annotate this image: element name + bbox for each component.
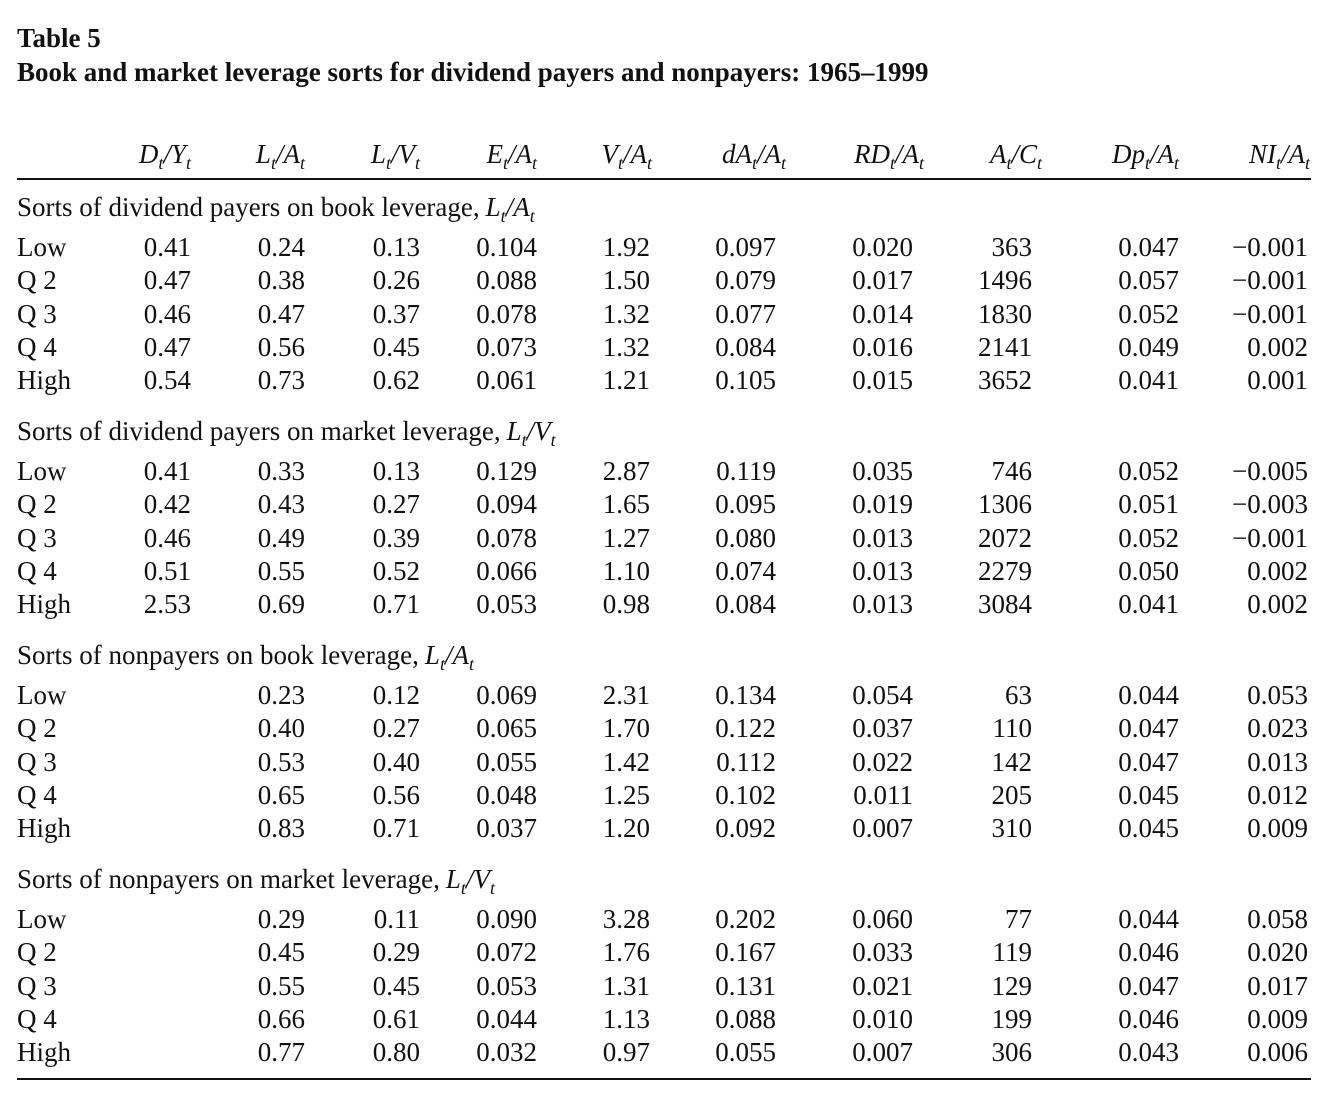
table-row [0, 746, 1329, 779]
table-cell: 0.98 [602, 589, 650, 620]
table-cell: 0.71 [372, 813, 420, 844]
table-cell: 0.055 [715, 1037, 776, 1068]
table-cell: 0.037 [852, 713, 913, 744]
table-cell: 119 [992, 937, 1032, 968]
table-cell: 2141 [978, 331, 1032, 362]
table-cell: 0.002 [1247, 589, 1308, 620]
table-cell: 0.046 [1118, 1003, 1179, 1034]
table-cell: 0.129 [476, 456, 537, 486]
table-cell: 0.65 [257, 779, 305, 810]
column-header: $RD_t/A_t$ [853, 139, 924, 173]
table-cell: 0.39 [372, 522, 420, 553]
row-label: Low [17, 232, 67, 262]
table-cell: 1.65 [602, 489, 650, 520]
table-cell: −0.001 [1232, 232, 1308, 262]
table-cell: 0.080 [715, 522, 776, 553]
table-cell: 1.32 [602, 331, 650, 362]
table-cell: 0.045 [1118, 813, 1179, 844]
table-cell: 0.052 [1118, 456, 1179, 486]
row-label: Q 4 [17, 331, 57, 362]
table-cell: 0.47 [143, 265, 191, 296]
table-cell: 0.49 [257, 522, 305, 553]
table-cell: 1.70 [602, 713, 650, 744]
column-header: $A_t/C_t$ [989, 139, 1042, 173]
table-cell: 0.009 [1247, 813, 1308, 844]
table-cell: 0.83 [257, 813, 305, 844]
table-cell: 0.80 [372, 1037, 420, 1068]
table-cell: 0.69 [257, 589, 305, 620]
table-cell: 0.29 [257, 904, 305, 934]
table-cell: 0.053 [1247, 680, 1308, 710]
table-cell: 0.078 [476, 298, 537, 329]
table-cell: 0.46 [143, 298, 191, 329]
table-cell: 0.095 [715, 489, 776, 520]
table-cell: 0.069 [476, 680, 537, 710]
table-cell: 1.21 [602, 365, 650, 396]
table-cell: 0.041 [1118, 365, 1179, 396]
table-cell: 2279 [978, 555, 1032, 586]
table-cell: 0.078 [476, 522, 537, 553]
section-title: Sorts of nonpayers on book leverage, $L_t/A_t$ [17, 640, 474, 674]
table-row [0, 264, 1329, 297]
table-cell: 1.31 [602, 970, 650, 1001]
table-cell: 0.42 [143, 489, 191, 520]
row-label: Q 4 [17, 1003, 57, 1034]
table-cell: 1.10 [602, 555, 650, 586]
table-cell: 1306 [978, 489, 1032, 520]
table-row [0, 679, 1329, 712]
table-cell: 0.009 [1247, 1003, 1308, 1034]
table-row [0, 555, 1329, 588]
table-cell: 0.47 [257, 298, 305, 329]
table-cell: 0.047 [1118, 746, 1179, 777]
row-label: Q 3 [17, 970, 57, 1001]
table-cell: 0.105 [715, 365, 776, 396]
table-cell: 0.010 [852, 1003, 913, 1034]
table-cell: 0.45 [257, 937, 305, 968]
table-cell: 0.66 [257, 1003, 305, 1034]
section-title: Sorts of dividend payers on market leverage, $L_t/V_t$ [17, 416, 556, 450]
table-cell: 0.041 [1118, 589, 1179, 620]
table-cell: 2.31 [602, 680, 650, 710]
row-label: High [17, 813, 71, 844]
table-row [0, 364, 1329, 397]
table-cell: 0.074 [715, 555, 776, 586]
table-cell: 0.047 [1118, 970, 1179, 1001]
row-label: Q 4 [17, 779, 57, 810]
table-cell: 0.27 [372, 489, 420, 520]
table-row [0, 1036, 1329, 1069]
table-cell: 0.24 [257, 232, 305, 262]
table-cell: 2.53 [143, 589, 191, 620]
table-cell: 0.97 [602, 1037, 650, 1068]
table-cell: 0.053 [476, 589, 537, 620]
table-cell: 1.50 [602, 265, 650, 296]
table-cell: 0.084 [715, 589, 776, 620]
table-cell: 0.047 [1118, 713, 1179, 744]
table-row [0, 298, 1329, 331]
table-row [0, 522, 1329, 555]
table-cell: 0.002 [1247, 331, 1308, 362]
table-cell: 2.87 [602, 456, 650, 486]
table-cell: 0.092 [715, 813, 776, 844]
table-cell: 0.001 [1247, 365, 1308, 396]
table-cell: 0.043 [1118, 1037, 1179, 1068]
table-cell: 0.007 [852, 1037, 913, 1068]
table-cell: 0.12 [372, 680, 420, 710]
table-cell: 0.54 [143, 365, 191, 396]
table-cell: 0.37 [372, 298, 420, 329]
table-cell: 0.51 [143, 555, 191, 586]
table-cell: 0.13 [372, 456, 420, 486]
table-cell: 0.050 [1118, 555, 1179, 586]
table-cell: 0.56 [257, 331, 305, 362]
table-cell: 0.122 [715, 713, 776, 744]
table-cell: 0.057 [1118, 265, 1179, 296]
row-label: High [17, 589, 71, 620]
table-cell: 142 [991, 746, 1032, 777]
table-cell: 746 [991, 456, 1032, 486]
table-cell: 0.61 [372, 1003, 420, 1034]
table-cell: 1.27 [602, 522, 650, 553]
row-label: Q 3 [17, 298, 57, 329]
table-cell: 63 [1005, 680, 1032, 710]
table-cell: 0.017 [1247, 970, 1308, 1001]
table-cell: 0.020 [852, 232, 913, 262]
table-row [0, 455, 1329, 488]
table-cell: 0.73 [257, 365, 305, 396]
column-header: $L_t/V_t$ [370, 139, 420, 173]
table-cell: 0.073 [476, 331, 537, 362]
table-cell: 0.084 [715, 331, 776, 362]
section-title: Sorts of dividend payers on book leverage, $L_t/A_t$ [17, 192, 535, 226]
table-row [0, 779, 1329, 812]
table-cell: 0.048 [476, 779, 537, 810]
table-cell: 0.119 [716, 456, 776, 486]
table-cell: 0.066 [476, 555, 537, 586]
table-cell: 0.013 [852, 522, 913, 553]
table-row [0, 812, 1329, 845]
table-cell: 0.131 [715, 970, 776, 1001]
table-cell: 0.016 [852, 331, 913, 362]
table-cell: 310 [991, 813, 1032, 844]
bottom-rule [17, 1078, 1311, 1080]
table-cell: 0.058 [1247, 904, 1308, 934]
table-cell: 0.017 [852, 265, 913, 296]
top-rule [17, 178, 1311, 180]
table-cell: 0.090 [476, 904, 537, 934]
table-cell: 0.033 [852, 937, 913, 968]
table-cell: 0.060 [852, 904, 913, 934]
table-cell: 0.021 [852, 970, 913, 1001]
row-label: Q 2 [17, 713, 57, 744]
column-header: $L_t/A_t$ [255, 139, 305, 173]
table-cell: 0.037 [476, 813, 537, 844]
table-cell: 77 [1005, 904, 1032, 934]
table-cell: 0.007 [852, 813, 913, 844]
table-cell: 0.072 [476, 937, 537, 968]
table-cell: 1.20 [602, 813, 650, 844]
table-cell: 0.088 [476, 265, 537, 296]
table-cell: 0.134 [715, 680, 776, 710]
table-cell: 0.011 [853, 779, 913, 810]
table-cell: −0.001 [1232, 265, 1308, 296]
row-label: Q 4 [17, 555, 57, 586]
table-cell: 0.049 [1118, 331, 1179, 362]
row-label: Q 3 [17, 746, 57, 777]
table-cell: 1.25 [602, 779, 650, 810]
table-cell: 3.28 [602, 904, 650, 934]
table-cell: 0.094 [476, 489, 537, 520]
column-header: $dA_t/A_t$ [721, 139, 786, 173]
table-row [0, 1003, 1329, 1036]
table-cell: 0.33 [257, 456, 305, 486]
table-cell: 0.019 [852, 489, 913, 520]
table-cell: 0.012 [1247, 779, 1308, 810]
table-cell: 0.077 [715, 298, 776, 329]
table-row [0, 488, 1329, 521]
table-cell: 0.015 [852, 365, 913, 396]
table-cell: 0.035 [852, 456, 913, 486]
row-label: Q 2 [17, 489, 57, 520]
table-cell: −0.005 [1232, 456, 1308, 486]
table-cell: 0.046 [1118, 937, 1179, 968]
row-label: High [17, 365, 71, 396]
table-cell: 0.047 [1118, 232, 1179, 262]
row-label: Low [17, 456, 67, 486]
row-label: Q 2 [17, 265, 57, 296]
table-cell: 0.013 [1247, 746, 1308, 777]
table-cell: 0.55 [257, 555, 305, 586]
table-cell: 0.53 [257, 746, 305, 777]
table-cell: 0.020 [1247, 937, 1308, 968]
table-cell: 0.097 [715, 232, 776, 262]
table-cell: 0.13 [372, 232, 420, 262]
table-cell: 0.43 [257, 489, 305, 520]
table-cell: 0.023 [1247, 713, 1308, 744]
table-cell: 0.065 [476, 713, 537, 744]
table-cell: 0.032 [476, 1037, 537, 1068]
table-cell: 0.055 [476, 746, 537, 777]
table-cell: 0.044 [1118, 680, 1179, 710]
table-cell: 1.92 [602, 232, 650, 262]
table-cell: 0.45 [372, 331, 420, 362]
table-cell: 306 [991, 1037, 1032, 1068]
table-cell: 1.76 [602, 937, 650, 968]
table-cell: 0.29 [372, 937, 420, 968]
table-cell: 0.41 [143, 456, 191, 486]
table-cell: 0.104 [476, 232, 537, 262]
table-cell: 1496 [978, 265, 1032, 296]
table-cell: 0.40 [257, 713, 305, 744]
table-cell: 3652 [978, 365, 1032, 396]
table-cell: 0.202 [715, 904, 776, 934]
table-cell: 129 [991, 970, 1032, 1001]
table-cell: 0.013 [852, 589, 913, 620]
table-cell: 0.46 [143, 522, 191, 553]
table-cell: 0.102 [715, 779, 776, 810]
table-cell: 0.167 [715, 937, 776, 968]
table-cell: 0.38 [257, 265, 305, 296]
table-cell: 0.002 [1247, 555, 1308, 586]
row-label: Q 2 [17, 937, 57, 968]
table-cell: 0.052 [1118, 522, 1179, 553]
table-row [0, 903, 1329, 936]
table-cell: 0.56 [372, 779, 420, 810]
table-cell: 0.006 [1247, 1037, 1308, 1068]
table-cell: 199 [991, 1003, 1032, 1034]
table-cell: 0.088 [715, 1003, 776, 1034]
table-cell: 0.52 [372, 555, 420, 586]
table-cell: 205 [991, 779, 1032, 810]
table-cell: 0.061 [476, 365, 537, 396]
table-cell: 0.079 [715, 265, 776, 296]
table-row [0, 970, 1329, 1003]
table-cell: 0.051 [1118, 489, 1179, 520]
table-cell: 0.11 [373, 904, 420, 934]
row-label: Low [17, 680, 67, 710]
column-header: $V_t/A_t$ [601, 139, 652, 173]
table-label: Table 5 [17, 23, 101, 53]
table-cell: 0.112 [716, 746, 776, 777]
table-row [0, 936, 1329, 969]
row-label: Low [17, 904, 67, 934]
table-cell: 0.044 [476, 1003, 537, 1034]
column-header: $NI_t/A_t$ [1248, 139, 1310, 173]
table-cell: 0.40 [372, 746, 420, 777]
table-cell: −0.001 [1232, 522, 1308, 553]
table-cell: 0.053 [476, 970, 537, 1001]
table-cell: 0.41 [143, 232, 191, 262]
table-row [0, 588, 1329, 621]
column-header: $E_t/A_t$ [486, 139, 537, 173]
table-cell: 0.052 [1118, 298, 1179, 329]
table-cell: 1.32 [602, 298, 650, 329]
table-cell: 0.71 [372, 589, 420, 620]
table-cell: 0.23 [257, 680, 305, 710]
table-cell: 0.045 [1118, 779, 1179, 810]
table-cell: 110 [992, 713, 1032, 744]
table-cell: 1.13 [602, 1003, 650, 1034]
table-cell: 0.022 [852, 746, 913, 777]
table-cell: 1830 [978, 298, 1032, 329]
table-cell: 1.42 [602, 746, 650, 777]
table-row [0, 231, 1329, 264]
table-cell: 0.47 [143, 331, 191, 362]
column-header: $Dp_t/A_t$ [1111, 139, 1179, 173]
table-cell: −0.003 [1232, 489, 1308, 520]
table-title: Book and market leverage sorts for dividend payers and nonpayers: 1965–1999 [17, 57, 929, 87]
table-row [0, 712, 1329, 745]
row-label: Q 3 [17, 522, 57, 553]
table-cell: 0.27 [372, 713, 420, 744]
table-cell: 0.013 [852, 555, 913, 586]
table-cell: 0.62 [372, 365, 420, 396]
column-header: $D_t/Y_t$ [138, 139, 191, 173]
table-cell: 0.054 [852, 680, 913, 710]
table-cell: 0.26 [372, 265, 420, 296]
section-title: Sorts of nonpayers on market leverage, $L_t/V_t$ [17, 864, 495, 898]
table-cell: 3084 [978, 589, 1032, 620]
table-cell: 0.45 [372, 970, 420, 1001]
table-row [0, 331, 1329, 364]
table-cell: 363 [991, 232, 1032, 262]
row-label: High [17, 1037, 71, 1068]
table-cell: 0.77 [257, 1037, 305, 1068]
table-cell: 0.55 [257, 970, 305, 1001]
table-cell: 0.044 [1118, 904, 1179, 934]
table-cell: −0.001 [1232, 298, 1308, 329]
table-cell: 0.014 [852, 298, 913, 329]
table-cell: 2072 [978, 522, 1032, 553]
